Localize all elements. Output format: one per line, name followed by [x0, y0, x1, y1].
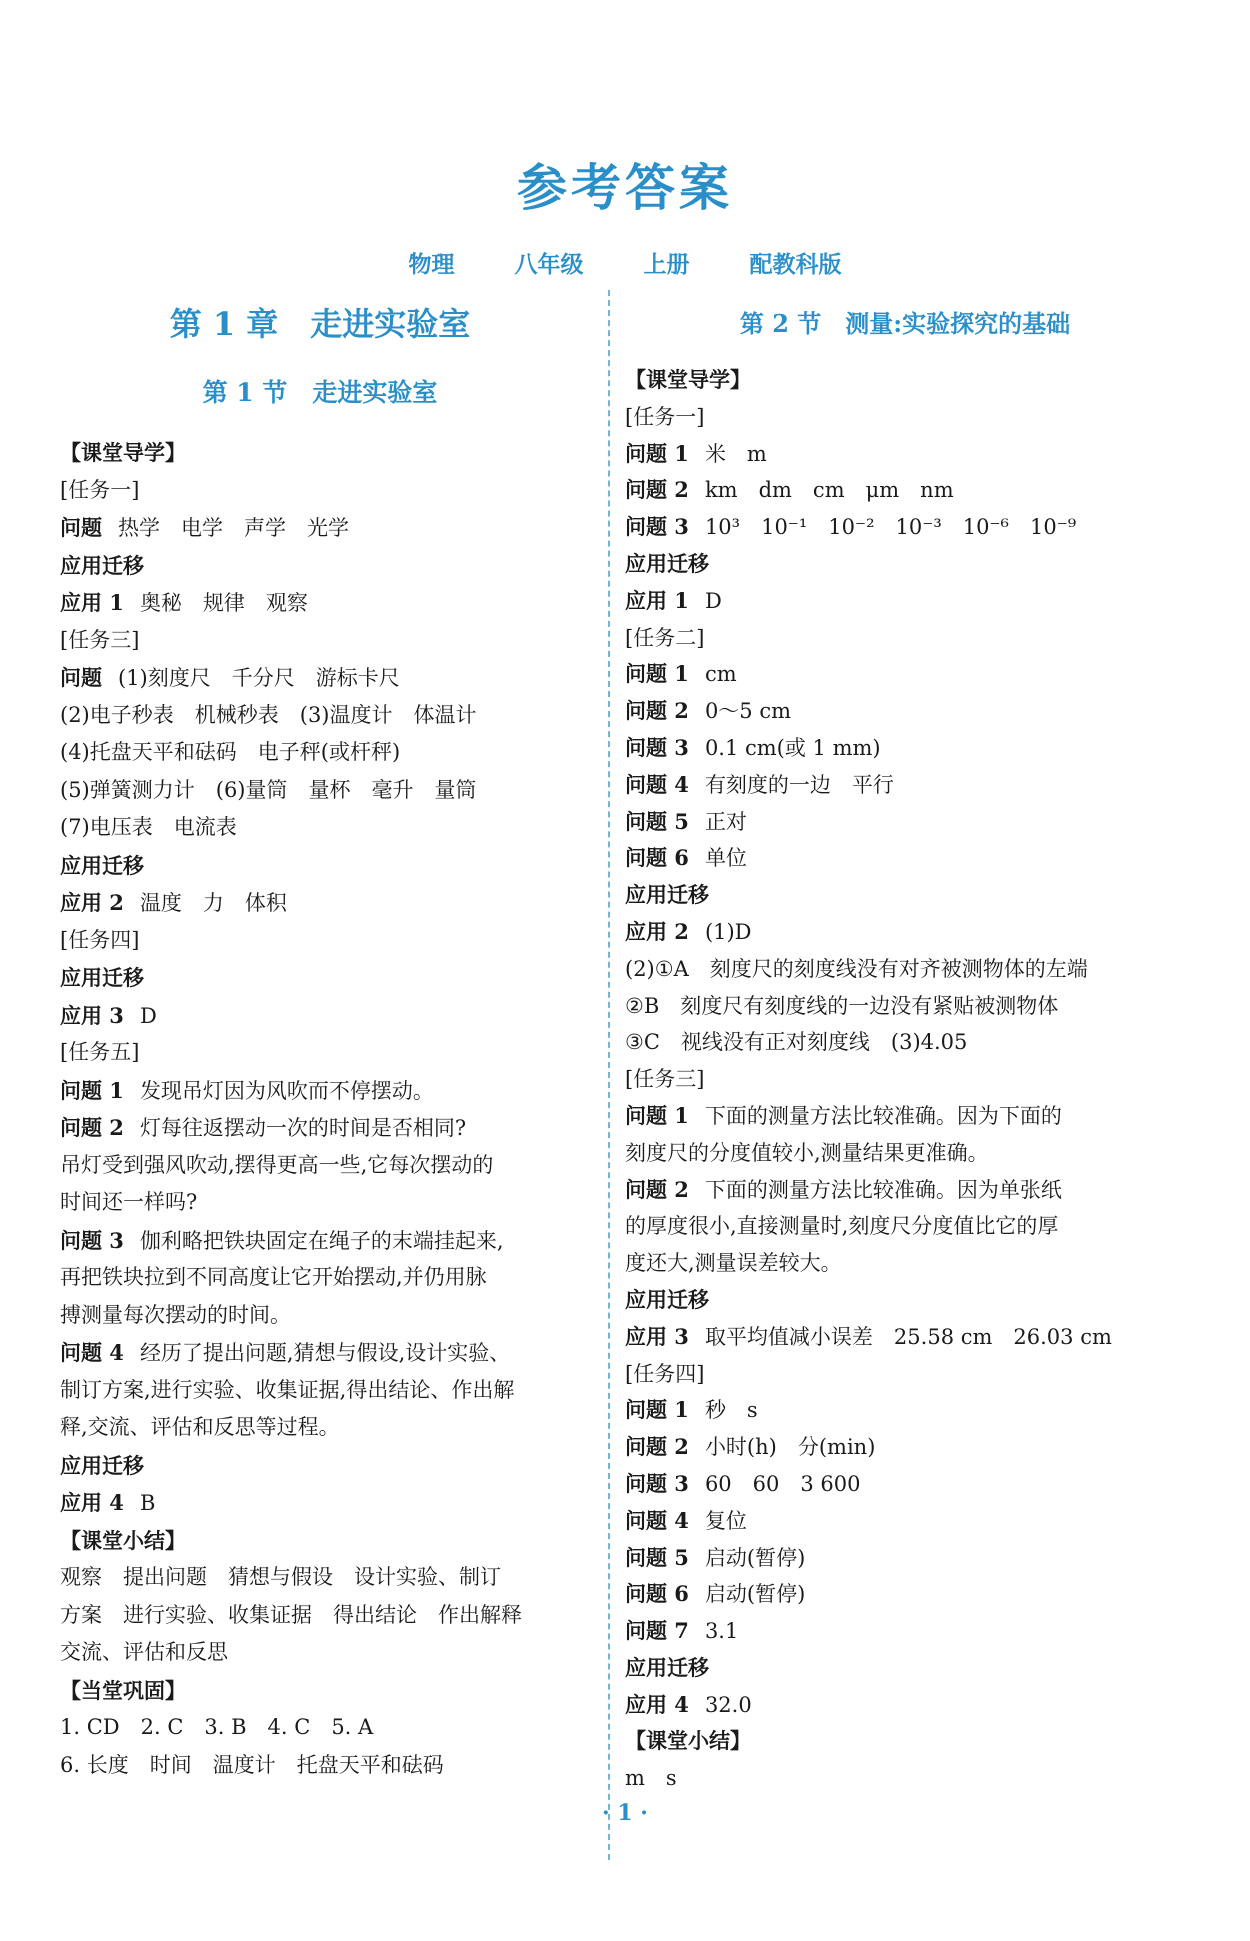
- answer-line: [625, 1282, 1185, 1319]
- answer-text: [任务四]: [60, 927, 140, 952]
- answer-text: (7)电压表 电流表: [60, 815, 237, 839]
- answer-line: [60, 1484, 580, 1522]
- column-divider: [608, 290, 610, 1860]
- answer-line: [625, 436, 1185, 473]
- answer-line: [60, 1597, 580, 1635]
- answer-line: [625, 1540, 1185, 1577]
- answer-text: 观察 提出问题 猜想与假设 设计实验、制订: [60, 1565, 501, 1589]
- question-label: 应用 2: [625, 918, 689, 944]
- answer-line: [60, 659, 580, 697]
- right-answer-list: [625, 362, 1185, 1797]
- answer-text: 吊灯受到强风吹动,摆得更高一些,它每次摆动的: [60, 1152, 494, 1177]
- answer-line: [60, 1672, 580, 1710]
- question-label: 问题 7: [625, 1618, 689, 1644]
- answer-line: [60, 1034, 580, 1072]
- answer-line: [60, 584, 580, 622]
- question-label: 问题 6: [625, 1581, 689, 1607]
- answer-line: [625, 399, 1185, 436]
- answer-line: [60, 1634, 580, 1672]
- answer-line: [625, 1172, 1185, 1209]
- answer-text: 有刻度的一边 平行: [704, 772, 894, 797]
- answer-line: [60, 509, 580, 547]
- left-column: [60, 290, 580, 1784]
- question-label: 应用 1: [625, 587, 689, 613]
- question-label: 问题 1: [625, 1102, 689, 1128]
- book-subtitle: [0, 246, 1250, 279]
- section-heading: 第 1 节 走进实验室: [202, 378, 438, 407]
- answer-text: [任务一]: [625, 404, 705, 429]
- answer-line: [60, 922, 580, 960]
- answer-line: [625, 1576, 1185, 1613]
- answer-text: [任务四]: [625, 1361, 705, 1386]
- answer-line: [625, 509, 1185, 546]
- answer-text: (1)刻度尺 千分尺 游标卡尺: [118, 666, 400, 690]
- answer-text: (5)弹簧测力计 (6)量筒 量杯 毫升 量筒: [60, 777, 477, 802]
- answer-text: 释,交流、评估和反思等过程。: [60, 1415, 340, 1439]
- answer-text: 方案 进行实验、收集证据 得出结论 作出解释: [60, 1602, 522, 1627]
- answer-text: [任务五]: [60, 1040, 140, 1064]
- answer-line: [60, 1709, 580, 1747]
- answer-text: 应用迁移: [625, 1654, 709, 1680]
- answer-line: [60, 1334, 580, 1372]
- answer-text: 应用迁移: [60, 1452, 144, 1478]
- answer-line: [625, 1319, 1185, 1356]
- answer-line: [625, 1760, 1185, 1797]
- page-title: 参考答案: [517, 158, 733, 217]
- answer-line: [60, 847, 580, 885]
- answer-line: [625, 1429, 1185, 1466]
- answer-line: [625, 620, 1185, 657]
- answer-text: 【当堂巩固】: [60, 1677, 186, 1703]
- answer-line: [625, 1687, 1185, 1724]
- question-label: 问题 1: [625, 440, 689, 466]
- answer-text: [任务二]: [625, 625, 705, 650]
- section-heading: 第 2 节 测量:实验探究的基础: [739, 309, 1071, 338]
- right-column: [625, 290, 1185, 1797]
- answer-line: [60, 1447, 580, 1485]
- question-label: 问题 3: [625, 734, 689, 760]
- answer-line: [60, 997, 580, 1035]
- answer-text: 6. 长度 时间 温度计 托盘天平和砝码: [60, 1752, 444, 1777]
- question-label: 问题 2: [625, 1434, 689, 1460]
- answer-text: 启动(暂停): [704, 1545, 806, 1570]
- answer-text: 【课堂导学】: [60, 440, 186, 465]
- question-label: 问题 2: [60, 1115, 124, 1140]
- answer-line: [625, 1466, 1185, 1503]
- question-label: 问题 2: [625, 698, 689, 724]
- question-label: 应用 3: [625, 1323, 689, 1349]
- answer-line: [625, 1356, 1185, 1393]
- answer-text: [任务三]: [625, 1067, 705, 1092]
- answer-line: [60, 1297, 580, 1335]
- answer-line: [625, 693, 1185, 730]
- question-label: 问题 1: [60, 1077, 124, 1103]
- answer-line: [60, 1147, 580, 1185]
- answer-line: [625, 730, 1185, 767]
- question-label: 问题: [60, 515, 102, 540]
- answer-text: 【课堂小结】: [625, 1728, 751, 1754]
- answer-line: [60, 809, 580, 847]
- answer-line: [625, 988, 1185, 1025]
- answer-line: [60, 1109, 580, 1147]
- answer-text: 度还大,测量误差较大。: [625, 1251, 842, 1276]
- answer-text: [任务三]: [60, 627, 140, 652]
- answer-line: [60, 472, 580, 510]
- answer-line: [625, 840, 1185, 877]
- answer-line: [625, 767, 1185, 804]
- answer-text: 启动(暂停): [704, 1582, 806, 1607]
- answer-text: D: [139, 1003, 157, 1028]
- question-label: 问题 3: [60, 1227, 124, 1253]
- answer-line: [60, 1072, 580, 1110]
- answer-text: 温度 力 体积: [139, 891, 287, 915]
- answer-text: 伽利略把铁块固定在绳子的末端挂起来,: [139, 1228, 504, 1253]
- answer-line: [60, 1222, 580, 1260]
- answer-text: 取平均值减小误差 25.58 cm 26.03 cm: [704, 1324, 1112, 1349]
- question-label: 问题 5: [625, 808, 689, 834]
- answer-line: [60, 1409, 580, 1447]
- answer-text: 60 60 3 600: [704, 1471, 861, 1496]
- grade: 八年级: [514, 251, 584, 278]
- answer-line: [60, 1747, 580, 1785]
- answer-text: 应用迁移: [625, 550, 709, 576]
- answer-line: [60, 884, 580, 922]
- answer-text: ③C 视线没有正对刻度线 (3)4.05: [625, 1030, 968, 1055]
- answer-text: B: [139, 1491, 156, 1515]
- left-answer-list: [60, 434, 580, 1784]
- answer-text: 刻度尺的分度值较小,测量结果更准确。: [625, 1140, 989, 1165]
- answer-text: 下面的测量方法比较准确。因为单张纸: [704, 1177, 1062, 1202]
- answer-line: [60, 734, 580, 772]
- question-label: 问题 4: [625, 771, 689, 797]
- answer-line: [625, 1392, 1185, 1429]
- volume: 上册: [643, 251, 690, 278]
- answer-line: [625, 1245, 1185, 1282]
- question-label: 问题 6: [625, 845, 689, 871]
- answer-line: [60, 1522, 580, 1560]
- answer-text: 0～5 cm: [704, 699, 792, 724]
- answer-line: [625, 1723, 1185, 1760]
- subject: 物理: [408, 251, 455, 278]
- answer-text: 应用迁移: [60, 965, 144, 990]
- answer-text: 小时(h) 分(min): [704, 1435, 876, 1460]
- answer-line: [60, 1259, 580, 1297]
- question-label: 问题 4: [625, 1507, 689, 1533]
- answer-text: 【课堂导学】: [625, 367, 751, 392]
- question-label: 问题 5: [625, 1544, 689, 1570]
- answer-text: 交流、评估和反思: [60, 1640, 228, 1664]
- answer-text: (2)电子秒表 机械秒表 (3)温度计 体温计: [60, 702, 477, 727]
- question-label: 问题: [60, 665, 102, 690]
- question-label: 问题 2: [625, 1176, 689, 1202]
- answer-text: 下面的测量方法比较准确。因为下面的: [704, 1103, 1062, 1128]
- answer-line: [625, 362, 1185, 399]
- question-label: 问题 3: [625, 1470, 689, 1496]
- question-label: 应用 4: [625, 1691, 689, 1717]
- answer-line: [625, 472, 1185, 509]
- answer-line: [60, 697, 580, 735]
- question-label: 应用 3: [60, 1002, 124, 1028]
- answer-line: [625, 583, 1185, 620]
- answer-text: 应用迁移: [60, 552, 144, 578]
- answer-text: 再把铁块拉到不同高度让它开始摆动,并仍用脉: [60, 1265, 487, 1289]
- answer-line: [625, 951, 1185, 988]
- answer-text: 【课堂小结】: [60, 1527, 186, 1553]
- answer-line: [625, 546, 1185, 583]
- question-label: 问题 4: [60, 1340, 124, 1365]
- answer-line: [625, 1208, 1185, 1245]
- answer-text: 1. CD 2. C 3. B 4. C 5. A: [60, 1715, 374, 1739]
- answer-line: [60, 1184, 580, 1222]
- answer-text: ②B 刻度尺有刻度线的一边没有紧贴被测物体: [625, 993, 1059, 1018]
- answer-text: cm: [704, 662, 737, 687]
- answer-text: 发现吊灯因为风吹而不停摆动。: [139, 1078, 434, 1103]
- answer-line: [60, 1372, 580, 1410]
- answer-line: [625, 1503, 1185, 1540]
- answer-text: 应用迁移: [60, 852, 144, 878]
- answer-line: [60, 772, 580, 810]
- answer-text: (1)D: [704, 919, 752, 944]
- answer-text: 32.0: [704, 1692, 752, 1717]
- answer-text: 秒 s: [704, 1398, 758, 1423]
- answer-text: 经历了提出问题,猜想与假设,设计实验、: [139, 1341, 511, 1365]
- page-number: · 1 ·: [602, 1800, 648, 1826]
- answer-line: [625, 914, 1185, 951]
- question-label: 应用 4: [60, 1490, 124, 1515]
- answer-text: 的厚度很小,直接测量时,刻度尺分度值比它的厚: [625, 1214, 1059, 1239]
- answer-line: [60, 959, 580, 997]
- answer-line: [60, 1559, 580, 1597]
- answer-line: [625, 877, 1185, 914]
- answer-text: 米 m: [704, 441, 767, 466]
- question-label: 问题 3: [625, 514, 689, 540]
- answer-text: [任务一]: [60, 477, 140, 502]
- edition: 配教科版: [749, 251, 842, 278]
- answer-text: km dm cm μm nm: [704, 478, 954, 503]
- answer-line: [625, 1135, 1185, 1172]
- answer-text: 正对: [704, 809, 747, 834]
- answer-text: 奥秘 规律 观察: [139, 591, 308, 615]
- answer-text: 时间还一样吗?: [60, 1190, 198, 1214]
- answer-line: [625, 804, 1185, 841]
- answer-line: [60, 622, 580, 660]
- answer-text: 搏测量每次摆动的时间。: [60, 1302, 291, 1327]
- answer-line: [625, 1024, 1185, 1061]
- answer-text: 10³ 10⁻¹ 10⁻² 10⁻³ 10⁻⁶ 10⁻⁹: [704, 515, 1077, 540]
- answer-text: 0.1 cm(或 1 mm): [704, 735, 881, 760]
- answer-text: (2)①A 刻度尺的刻度线没有对齐被测物体的左端: [625, 956, 1088, 981]
- answer-line: [60, 547, 580, 585]
- answer-line: [625, 1650, 1185, 1687]
- answer-text: 热学 电学 声学 光学: [118, 516, 349, 540]
- answer-text: 灯每往返摆动一次的时间是否相同?: [139, 1116, 467, 1140]
- answer-line: [625, 656, 1185, 693]
- answer-text: 复位: [704, 1508, 747, 1533]
- answer-line: [625, 1098, 1185, 1135]
- answer-text: 制订方案,进行实验、收集证据,得出结论、作出解: [60, 1377, 515, 1402]
- answer-text: 应用迁移: [625, 1286, 709, 1312]
- answer-line: [625, 1061, 1185, 1098]
- question-label: 应用 1: [60, 590, 124, 615]
- answer-line: [60, 434, 580, 472]
- answer-text: 应用迁移: [625, 882, 709, 908]
- question-label: 问题 2: [625, 477, 689, 503]
- question-label: 问题 1: [625, 661, 689, 687]
- answer-text: 单位: [704, 846, 747, 871]
- answer-text: 3.1: [704, 1619, 739, 1644]
- question-label: 应用 2: [60, 890, 124, 915]
- chapter-heading: 第 1 章 走进实验室: [169, 305, 471, 343]
- answer-text: D: [704, 588, 722, 613]
- answer-text: m s: [625, 1766, 677, 1791]
- question-label: 问题 1: [625, 1397, 689, 1423]
- answer-text: (4)托盘天平和砝码 电子秤(或杆秤): [60, 740, 401, 764]
- answer-line: [625, 1613, 1185, 1650]
